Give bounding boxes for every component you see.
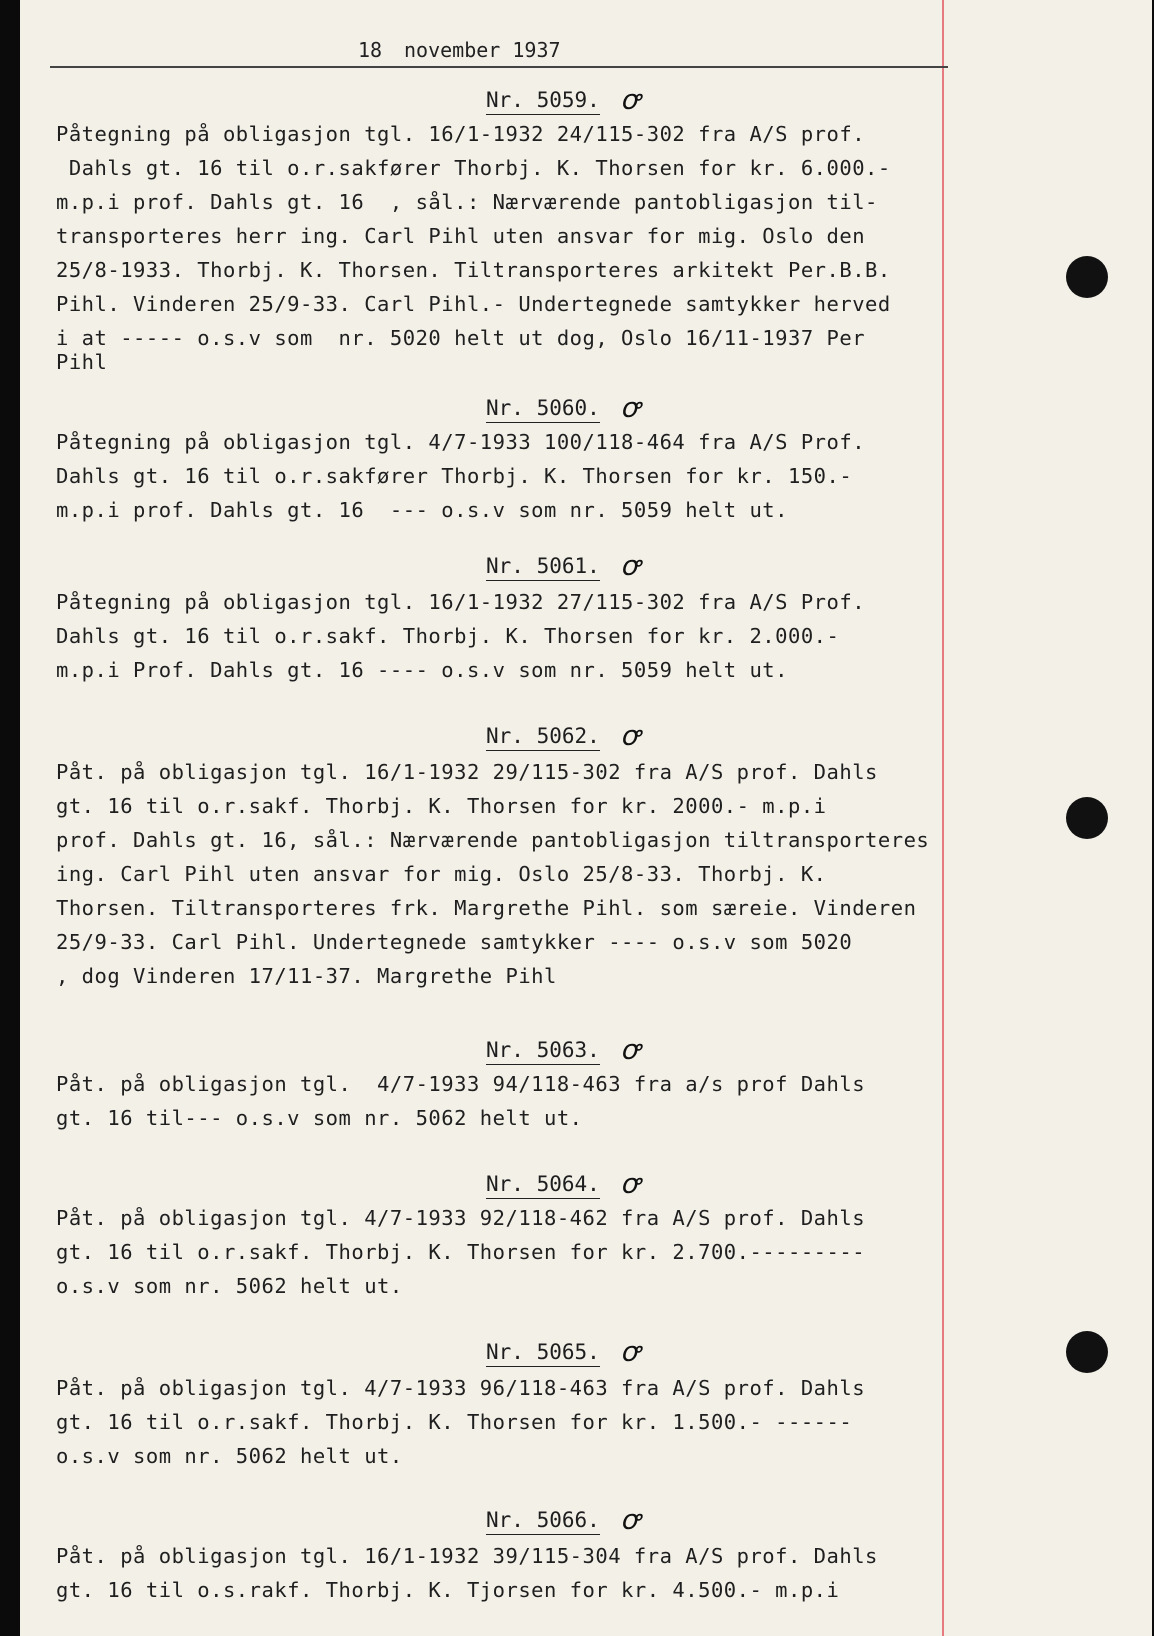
entry-line: Påt. på obligasjon tgl. 16/1-1932 29/115-302 fra A/S prof. Dahls — [56, 760, 878, 784]
entry-number: Nr. 5062. — [486, 722, 600, 751]
punch-hole — [1066, 256, 1108, 298]
initials-mark: ꝍ — [620, 391, 639, 424]
entry-line: i at ----- o.s.v som nr. 5020 helt ut dog, Oslo 16/11-1937 Per — [56, 326, 866, 350]
entry-line: , dog Vinderen 17/11-37. Margrethe Pihl — [56, 964, 557, 988]
entry-line: Påt. på obligasjon tgl. 4/7-1933 96/118-463 fra A/S prof. Dahls — [56, 1376, 866, 1400]
entry-number: Nr. 5061. — [486, 552, 600, 581]
entry-number: Nr. 5064. — [486, 1170, 600, 1199]
entry-line: m.p.i Prof. Dahls gt. 16 ---- o.s.v som nr. 5059 helt ut. — [56, 658, 788, 682]
entry-number: Nr. 5063. — [486, 1036, 600, 1065]
entry-line: m.p.i prof. Dahls gt. 16 --- o.s.v som nr. 5059 helt ut. — [56, 498, 788, 522]
entry-line: o.s.v som nr. 5062 helt ut. — [56, 1274, 403, 1298]
entry-line: 25/8-1933. Thorbj. K. Thorsen. Tiltransporteres arkitekt Per.B.B. — [56, 258, 891, 282]
entry-line: o.s.v som nr. 5062 helt ut. — [56, 1444, 403, 1468]
header-rule — [50, 66, 948, 68]
entry-line: transporteres herr ing. Carl Pihl uten ansvar for mig. Oslo den — [56, 224, 866, 248]
entry-line: Påt. på obligasjon tgl. 4/7-1933 92/118-462 fra A/S prof. Dahls — [56, 1206, 866, 1230]
header-month-year: november 1937 — [404, 38, 561, 62]
entry-line: Dahls gt. 16 til o.r.sakf. Thorbj. K. Thorsen for kr. 2.000.- — [56, 624, 840, 648]
entry-number: Nr. 5066. — [486, 1506, 600, 1535]
initials-mark: ꝍ — [620, 549, 639, 582]
punch-hole — [1066, 797, 1108, 839]
entry-line: gt. 16 til--- o.s.v som nr. 5062 helt ut. — [56, 1106, 583, 1130]
entry-line: Påtegning på obligasjon tgl. 4/7-1933 100/118-464 fra A/S Prof. — [56, 430, 866, 454]
entry-line: Pihl. Vinderen 25/9-33. Carl Pihl.- Undertegnede samtykker herved — [56, 292, 891, 316]
entry-line: Påtegning på obligasjon tgl. 16/1-1932 27/115-302 fra A/S Prof. — [56, 590, 866, 614]
entry-line: Thorsen. Tiltransporteres frk. Margrethe Pihl. som særeie. Vinderen — [56, 896, 917, 920]
entry-line: gt. 16 til o.r.sakf. Thorbj. K. Thorsen for kr. 2.700.--------- — [56, 1240, 866, 1264]
margin-line — [942, 0, 944, 1636]
entry-line: Dahls gt. 16 til o.r.sakfører Thorbj. K. Thorsen for kr. 6.000.- — [56, 156, 891, 180]
initials-mark: ꝍ — [620, 1167, 639, 1200]
initials-mark: ꝍ — [620, 1335, 639, 1368]
punch-hole — [1066, 1331, 1108, 1373]
entry-line: 25/9-33. Carl Pihl. Undertegnede samtykker ---- o.s.v som 5020 — [56, 930, 853, 954]
entry-line: Dahls gt. 16 til o.r.sakfører Thorbj. K. Thorsen for kr. 150.- — [56, 464, 853, 488]
entry-line: gt. 16 til o.s.rakf. Thorbj. K. Tjorsen for kr. 4.500.- m.p.i — [56, 1578, 840, 1602]
entry-line: prof. Dahls gt. 16, sål.: Nærværende pantobligasjon tiltransporteres — [56, 828, 930, 852]
entry-line: Påt. på obligasjon tgl. 16/1-1932 39/115-304 fra A/S prof. Dahls — [56, 1544, 878, 1568]
entry-number: Nr. 5065. — [486, 1338, 600, 1367]
entry-line: Påtegning på obligasjon tgl. 16/1-1932 24/115-302 fra A/S prof. — [56, 122, 866, 146]
initials-mark: ꝍ — [620, 83, 639, 116]
header-day: 18 — [358, 38, 383, 62]
initials-mark: ꝍ — [620, 719, 639, 752]
entry-line: ing. Carl Pihl uten ansvar for mig. Oslo 25/8-33. Thorbj. K. — [56, 862, 827, 886]
entry-line: gt. 16 til o.r.sakf. Thorbj. K. Thorsen for kr. 2000.- m.p.i — [56, 794, 827, 818]
entry-line: gt. 16 til o.r.sakf. Thorbj. K. Thorsen for kr. 1.500.- ------ — [56, 1410, 853, 1434]
document-page — [20, 0, 1152, 1636]
entry-number: Nr. 5060. — [486, 394, 600, 423]
initials-mark: ꝍ — [620, 1503, 639, 1536]
entry-number: Nr. 5059. — [486, 86, 600, 115]
entry-line: m.p.i prof. Dahls gt. 16 , sål.: Nærværende pantobligasjon til- — [56, 190, 878, 214]
entry-line: Påt. på obligasjon tgl. 4/7-1933 94/118-463 fra a/s prof Dahls — [56, 1072, 866, 1096]
entry-line: Pihl — [56, 350, 108, 374]
initials-mark: ꝍ — [620, 1033, 639, 1066]
